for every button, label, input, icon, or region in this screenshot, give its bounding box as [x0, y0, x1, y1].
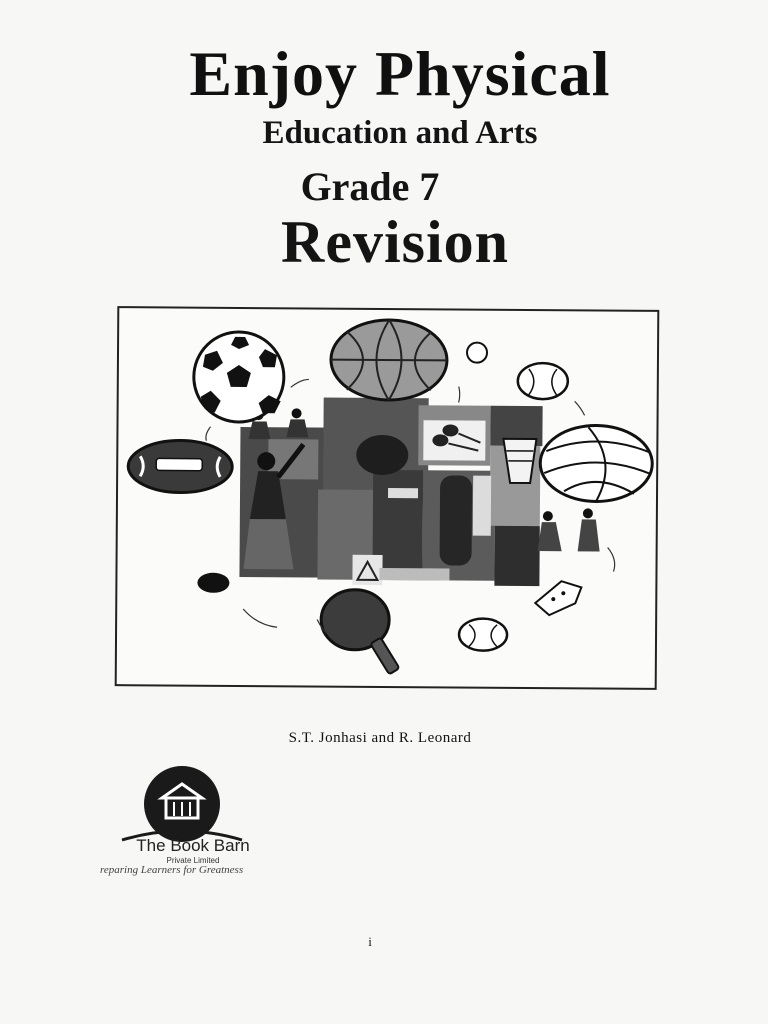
publisher-tagline: reparing Learners for Greatness — [100, 864, 244, 876]
soccer-ball-icon — [194, 332, 285, 423]
publisher-name: The Book Barn — [136, 836, 250, 855]
title-line-2: Education and Arts — [262, 115, 538, 151]
page-number: i — [368, 934, 372, 949]
basketball-icon — [331, 320, 448, 401]
publisher-logo — [100, 762, 300, 882]
tennis-ball-icon — [459, 619, 507, 651]
cover-illustration — [115, 306, 660, 690]
table-tennis-bat-icon — [321, 590, 400, 675]
grade-label: Grade 7 — [300, 164, 440, 209]
title-line-1: Enjoy Physical — [189, 38, 611, 109]
authors-line: S.T. Jonhasi and R. Leonard — [288, 730, 472, 746]
baseball-icon — [518, 363, 568, 399]
glove-icon — [535, 581, 581, 615]
volleyball-icon — [540, 425, 653, 502]
rugby-ball-icon — [128, 440, 232, 493]
publisher-legal: Private Limited — [166, 856, 220, 865]
small-ball-icon — [467, 343, 487, 363]
revision-title: Revision — [280, 209, 510, 275]
puck-icon — [197, 573, 229, 593]
